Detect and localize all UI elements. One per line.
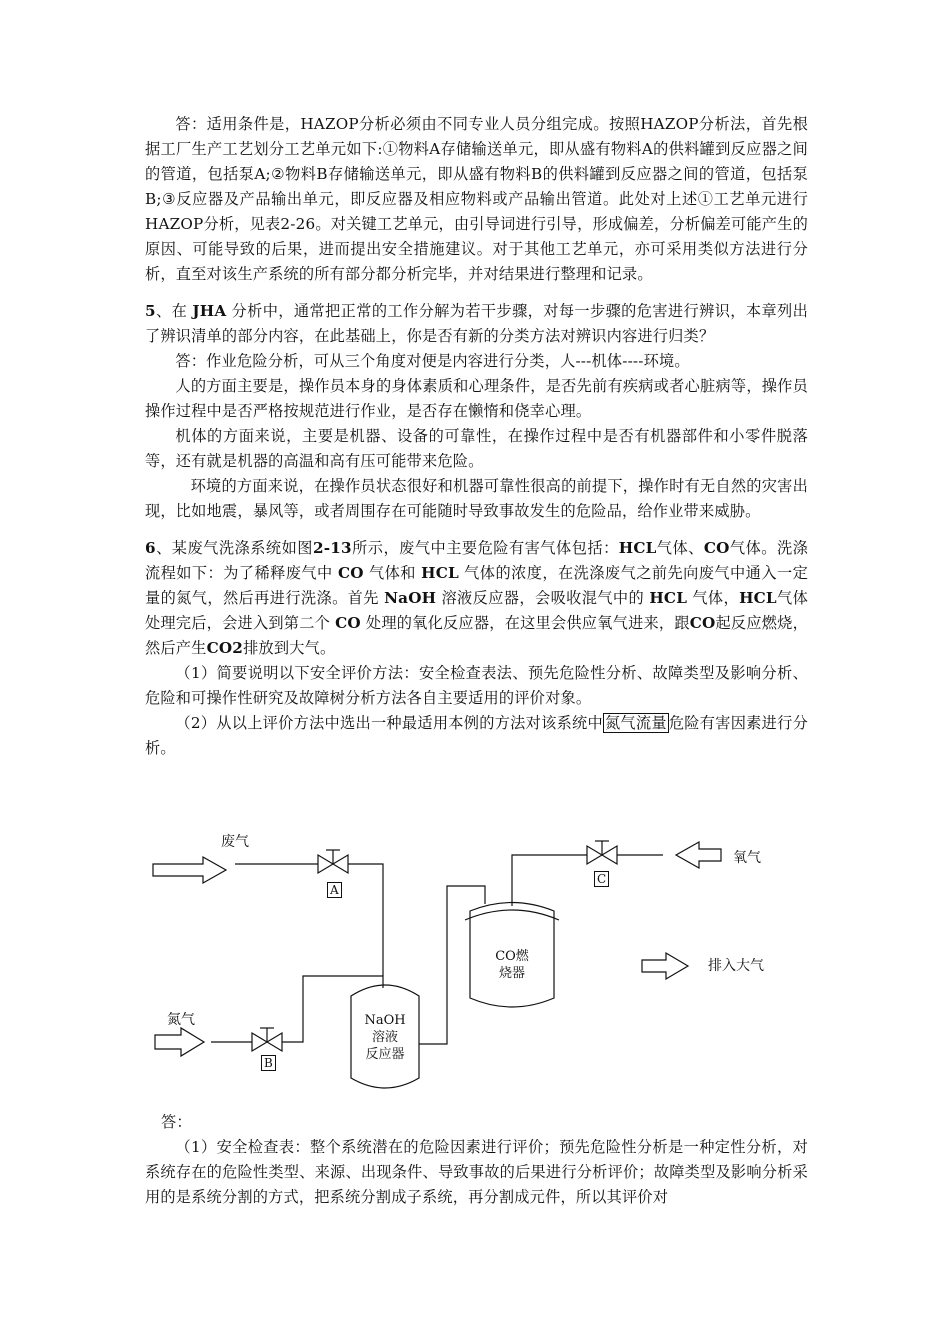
q6-answer	[145, 1110, 808, 1210]
label-waste-gas: 废气	[221, 834, 249, 850]
label-valve-b: B	[261, 1055, 276, 1071]
q6-text: 、某废气洗涤系统如图	[155, 539, 313, 557]
q6-sub2-boxed-term: 氮气流量	[604, 714, 667, 732]
naoh-reactor-label	[351, 1012, 419, 1063]
q6-text: 起反应燃烧，然后产生	[145, 614, 808, 657]
q6-co2: CO2	[206, 639, 244, 657]
q6-answer-paragraph: （1）安全检查表：整个系统潜在的危险因素进行评价；预先危险性分析是一种定性分析，对系统存在的危险性类型、来源、出现条件、导致事故的后果进行分析评价；故障类型及影响分析采用的是系统分割的方式，把系统分割成子系统，再分割成元件，所以其评价对	[145, 1138, 808, 1206]
q5-text-post: 分析中，通常把正常的工作分解为若干步骤，对每一步骤的危害进行辨识，本章列出了辨识清单的部分内容，在此基础上，你是否有新的分类方法对辨识内容进行归类？	[145, 302, 809, 345]
q5-human-paragraph: 人的方面主要是，操作员本身的身体素质和心理条件，是否先前有疾病或者心脏病等，操作员操作过程中是否严格按规范进行作业，是否存在懒惰和侥幸心理。	[145, 377, 808, 420]
q6-question	[145, 536, 808, 661]
q5-jha: JHA	[192, 302, 227, 320]
oxygen-arrow-icon	[676, 842, 721, 868]
q5-text-pre: 、在	[155, 302, 188, 320]
q6-co: CO	[703, 539, 730, 557]
q6-sub2-post: 危险有害因素进行分析。	[145, 714, 808, 757]
nitrogen-arrow-icon	[155, 1028, 204, 1056]
q6-text: 所示，废气中主要危险有害气体包括：	[351, 539, 619, 557]
co-burner-label	[470, 948, 554, 982]
q6-answer-label: 答：	[161, 1113, 192, 1131]
q6-figure-ref: 2-13	[312, 539, 352, 557]
label-valve-c: C	[594, 871, 609, 887]
burner-label-line: 烧器	[498, 966, 525, 981]
q6-text: 气体，	[692, 589, 740, 607]
q6-sub2	[145, 711, 808, 761]
label-oxygen: 氧气	[733, 850, 761, 866]
q6-text: 处理的氧化反应器，在这里会供应氧气进来，跟	[365, 614, 690, 632]
q6-hcl: HCL	[618, 539, 657, 557]
q6-co: CO	[335, 614, 361, 632]
q6-sub2-pre: （2）从以上评价方法中选出一种最适用本例的方法对该系统中	[175, 714, 603, 732]
document-body	[145, 112, 808, 761]
q6-sub1: （1）简要说明以下安全评价方法：安全检查表法、预先危险性分析、故障类型及影响分析、危险和可操作性研究及故障树分析方法各自主要适用的评价对象。	[145, 664, 808, 707]
q4-answer: 答：适用条件是，HAZOP分析必须由不同专业人员分组完成。按照HAZOP分析法，首先根据工厂生产工艺划分工艺单元如下:①物料A存储输送单元，即从盛有物料A的供料罐到反应器之间的管道，包括泵A;②物料B存储输送单元，即从盛有物料B的供料罐到反应器之间的管道，包括泵 B;③反应器及产品输出单元，即反应器及相应物料或产品输出管道。此处对上述①工艺单元进行HAZOP分析，见表2-26。对关键工艺单元，由引导词进行引导，形成偏差，分析偏差可能产生的原因、可能导致的后果，进而提出安全措施建议。对于其他工艺单元，亦可采用类似方法进行分析，直至对该生产系统的所有部分都分析完毕，并对结果进行整理和记录。	[145, 115, 808, 283]
q5-number: 5	[145, 302, 156, 320]
reactor-label-line: 反应器	[365, 1047, 405, 1062]
scrubber-process-diagram	[145, 826, 808, 1101]
label-nitrogen: 氮气	[167, 1012, 195, 1028]
pipe-waste-gas-downstream	[348, 864, 383, 976]
q6-text: 气体处理完后，会进入到第二个	[145, 589, 808, 632]
q6-text: 溶液反应器，会吸收混气中的	[441, 589, 645, 607]
q6-hcl: HCL	[421, 564, 459, 582]
q6-number: 6	[145, 539, 156, 557]
q6-naoh: NaOH	[384, 589, 437, 607]
q6-text: 气体和	[368, 564, 416, 582]
q5-question	[145, 299, 808, 349]
q6-co: CO	[337, 564, 364, 582]
q6-text: 气体。洗涤流程如下：为了稀释废气中	[145, 539, 809, 582]
q6-text: 排放到大气。	[243, 639, 336, 657]
q6-text: 气体、	[656, 539, 704, 557]
burner-label-line: CO燃	[495, 949, 529, 964]
exhaust-arrow-icon	[642, 953, 688, 979]
q5-machine-paragraph: 机体的方面来说，主要是机器、设备的可靠性，在操作过程中是否有机器部件和小零件脱落等，还有就是机器的高温和高有压可能带来危险。	[145, 427, 808, 470]
q6-hcl: HCL	[739, 589, 777, 607]
q6-hcl: HCL	[649, 589, 688, 607]
waste-gas-arrow-icon	[153, 857, 226, 883]
pipe-oxygen	[512, 855, 587, 906]
reactor-label-line: NaOH	[364, 1013, 406, 1028]
label-valve-a: A	[327, 882, 342, 898]
label-exhaust: 排入大气	[708, 958, 764, 974]
q6-co: CO	[689, 614, 716, 632]
reactor-label-line: 溶液	[371, 1030, 398, 1045]
q5-answer: 答：作业危险分析，可从三个角度对便是内容进行分类，人---机体----环境。	[175, 352, 690, 370]
q5-environment-paragraph: 环境的方面来说，在操作员状态很好和机器可靠性很高的前提下，操作时有无自然的灾害出现，比如地震，暴风等，或者周围存在可能随时导致事故发生的危险品，给作业带来威胁。	[145, 477, 808, 520]
q6-text: 气体的浓度，在洗涤废气之前先向废气中通入一定量的氮气，然后再进行洗涤。首先	[145, 564, 808, 607]
